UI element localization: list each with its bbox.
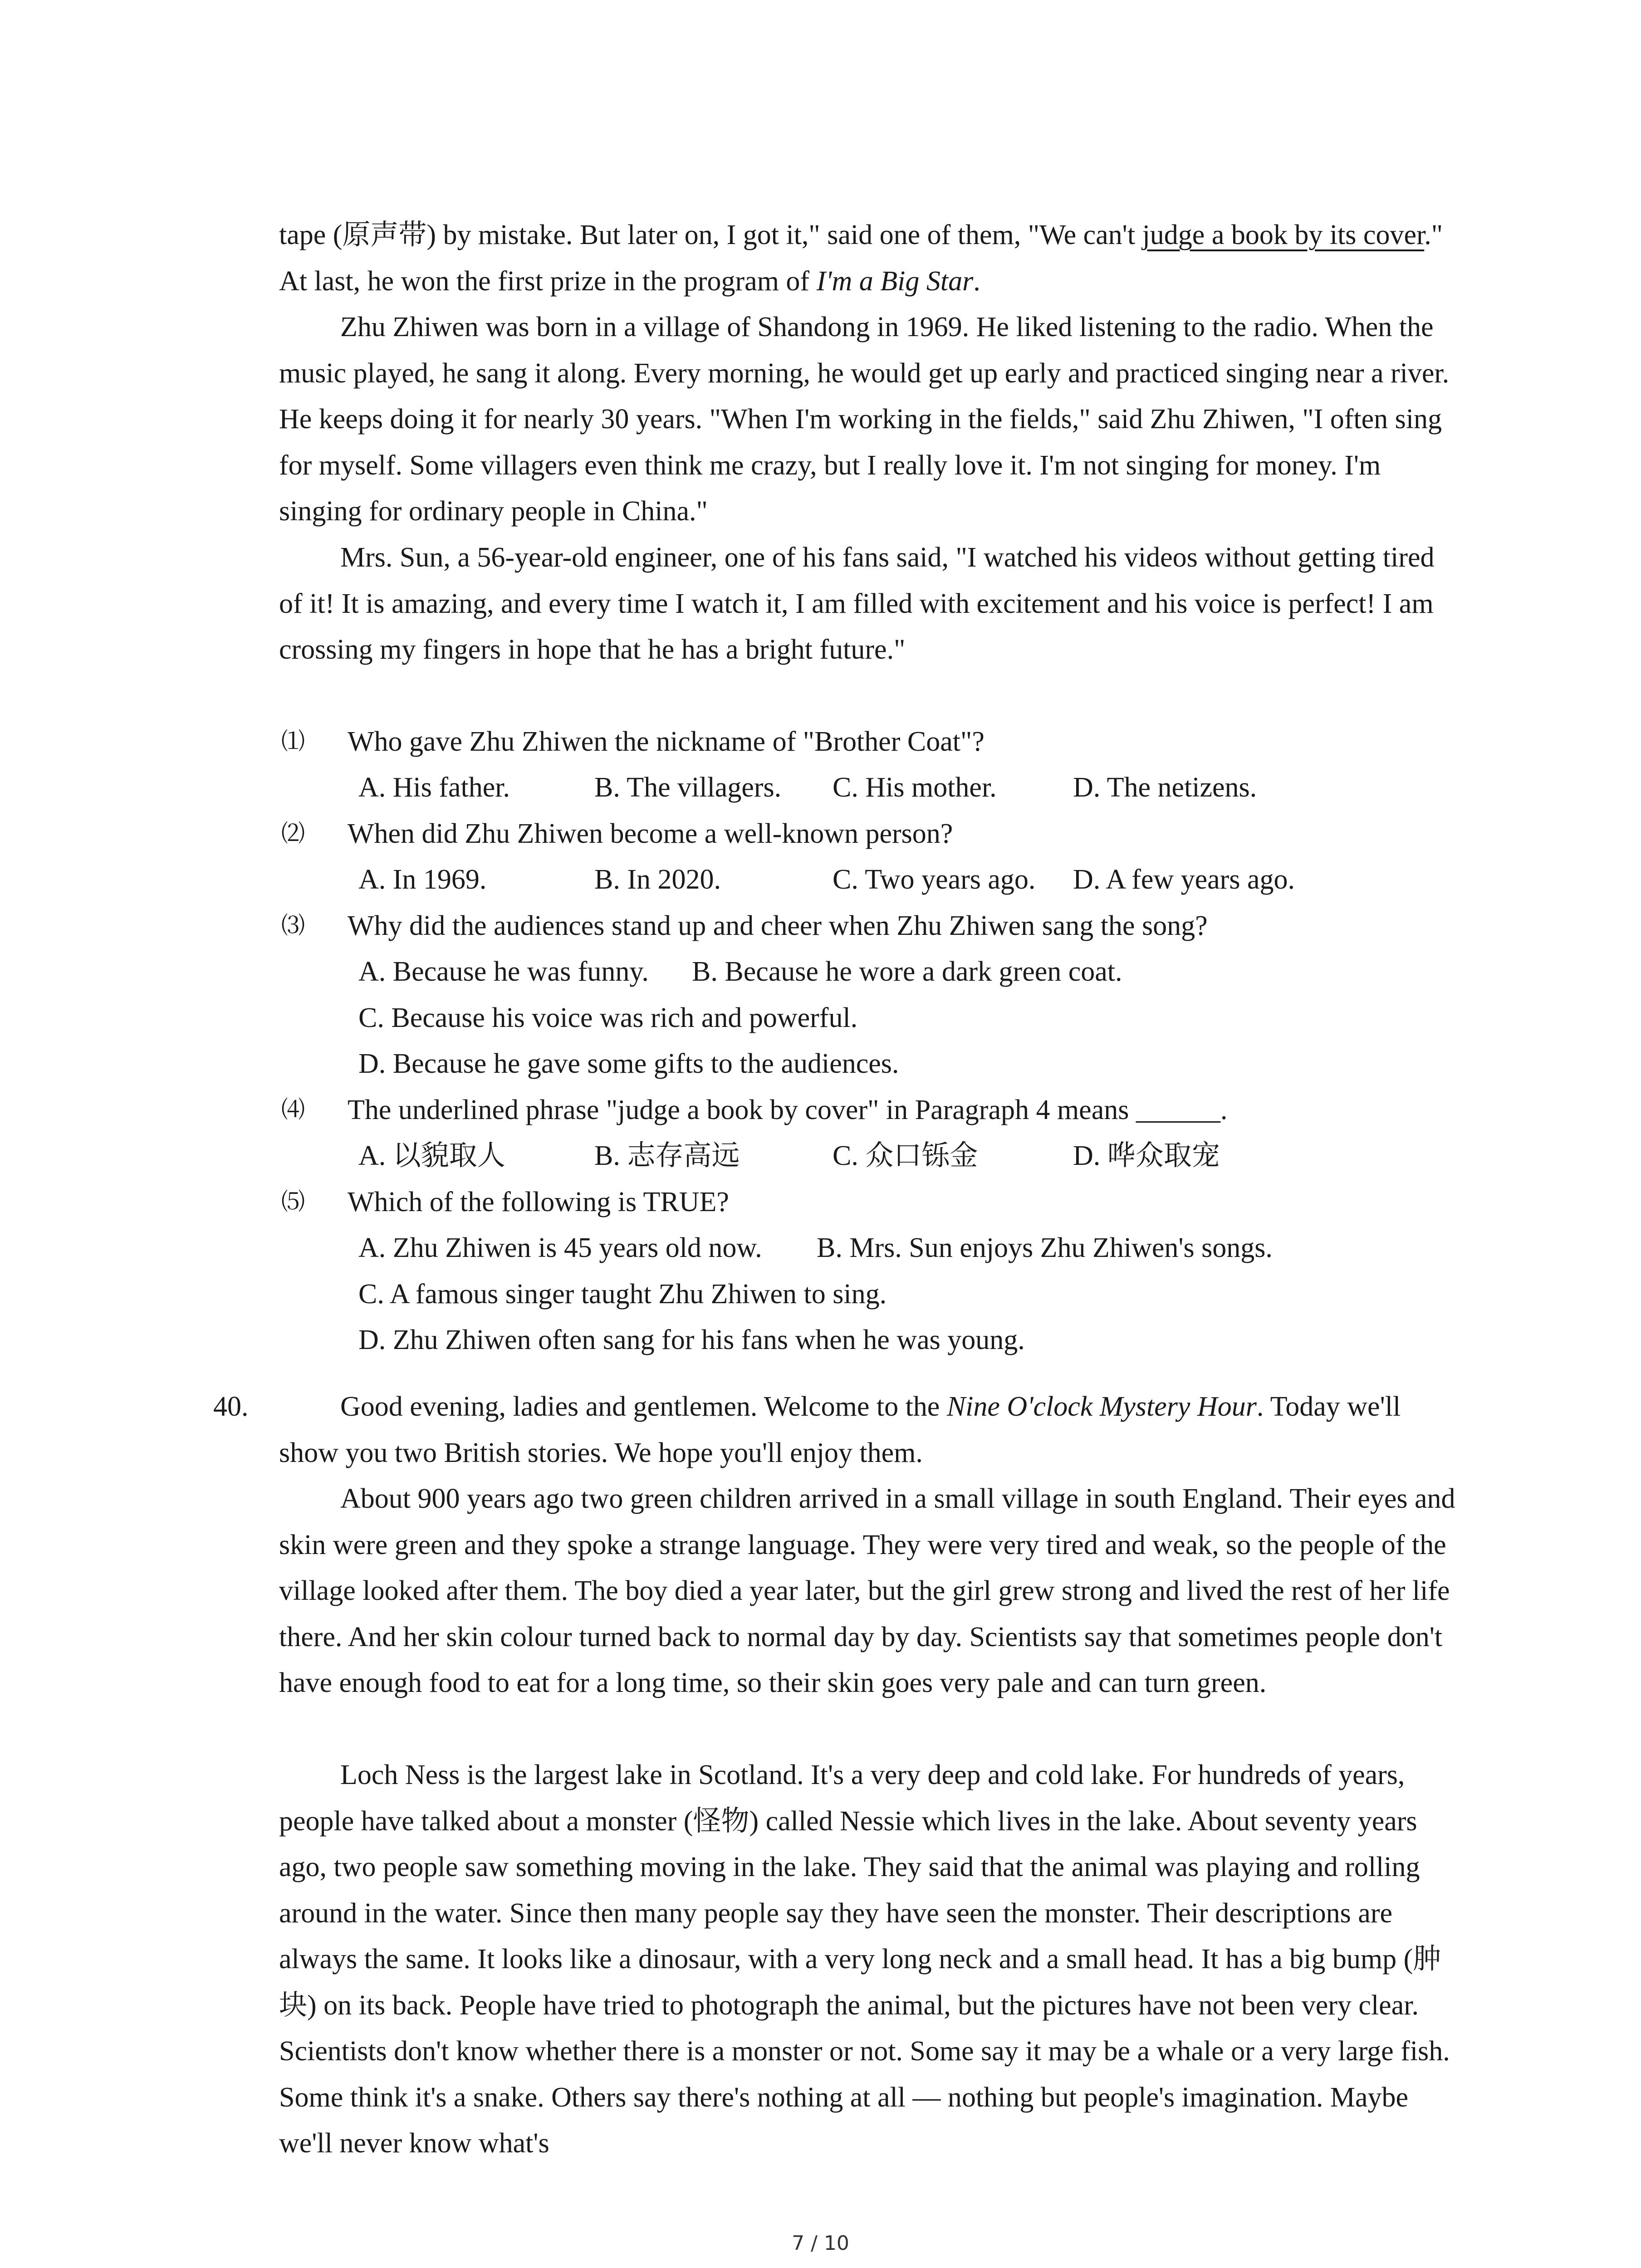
para1-text: tape (原声带) by mistake. But later on, I got it," said one of them, "We can't (279, 220, 1142, 250)
paragraph-2: Zhu Zhiwen was born in a village of Shandong in 1969. He liked listening to the radio. When the music played, he sang it along. Every morning, he would get up early and practiced singing near a river. He keeps doing it for nearly 30 years. "When I'm working in the fields," said Zhu Zhiwen, "I often sing for myself. Some villagers even think me crazy, but I really love it. I'm not singing for money. I'm singing for ordinary people in China." (279, 312, 1450, 527)
question-40-paragraph-2: About 900 years ago two green children arrived in a small village in south England. Their eyes and skin were green and they spoke a strange language. They were very tired and weak, so the people of the village looked after them. The boy died a year later, but the girl grew strong and lived the rest of her life there. And her skin colour turned back to normal day by day. Scientists say that sometimes people don't have enough food to eat for a long time, so their skin goes very pale and can turn green. (279, 1483, 1455, 1698)
question-1-option-c: C. His mother. (833, 772, 997, 803)
question-5-option-d: D. Zhu Zhiwen often sang for his fans when he was young. (358, 1325, 1025, 1355)
para1-text-cont: ." At last, he won the first prize in the program of (279, 220, 1443, 297)
question-3-option-d: D. Because he gave some gifts to the audiences. (358, 1048, 899, 1079)
question-5-text: Which of the following is TRUE? (348, 1187, 729, 1217)
question-4-option-c: C. 众口铄金 (833, 1140, 978, 1171)
question-4-option-d: D. 哗众取宠 (1073, 1140, 1220, 1171)
program-title: I'm a Big Star (816, 265, 974, 297)
question-3-option-a: A. Because he was funny. (358, 956, 649, 987)
underlined-phrase: judge a book by its cover (1142, 220, 1425, 250)
intro-text: Good evening, ladies and gentlemen. Welcome to the (340, 1391, 947, 1422)
question-1-option-b: B. The villagers. (594, 772, 782, 803)
question-2-number: ⑵ (281, 821, 305, 847)
question-1-option-a: A. His father. (358, 772, 510, 803)
question-2-text: When did Zhu Zhiwen become a well-known person? (348, 818, 953, 849)
question-1-option-d: D. The netizens. (1073, 772, 1257, 803)
question-2-option-c: C. Two years ago. (833, 864, 1036, 895)
question-3-text: Why did the audiences stand up and cheer when Zhu Zhiwen sang the song? (348, 910, 1208, 941)
question-3-option-c: C. Because his voice was rich and powerful. (358, 1002, 858, 1033)
question-5-option-a: A. Zhu Zhiwen is 45 years old now. (358, 1232, 762, 1263)
question-5-option-b: B. Mrs. Sun enjoys Zhu Zhiwen's songs. (817, 1232, 1273, 1263)
question-5-option-c: C. A famous singer taught Zhu Zhiwen to sing. (358, 1279, 887, 1310)
question-5-number: ⑸ (281, 1189, 305, 1215)
question-3-number: ⑶ (281, 913, 305, 939)
paragraph-3: Mrs. Sun, a 56-year-old engineer, one of his fans said, "I watched his videos without getting tired of it! It is amazing, and every time I watch it, I am filled with excitement and his voice is perfect! I am crossing my fingers in hope that he has a bright future." (279, 542, 1435, 665)
paragraph-1 (279, 212, 1459, 304)
question-4-option-b: B. 志存高远 (594, 1140, 740, 1171)
question-3-option-b: B. Because he wore a dark green coat. (692, 956, 1122, 987)
question-4-option-a: A. 以貌取人 (358, 1140, 505, 1171)
question-4-number: ⑷ (281, 1097, 305, 1123)
question-1-text: Who gave Zhu Zhiwen the nickname of "Brother Coat"? (348, 726, 985, 757)
question-40-paragraph-3: Loch Ness is the largest lake in Scotland. It's a very deep and cold lake. For hundreds of years, people have talked about a monster (怪物) called Nessie which lives in the lake. About seventy years ago, two people saw something moving in the lake. They said that the animal was playing and rolling around in the water. Since then many people say they have seen the monster. Their descriptions are always the same. It looks like a dinosaur, with a very long neck and a small head. It has a big bump (肿块) on its back. People have tried to photograph the animal, but the pictures have not been very clear. Scientists don't know whether there is a monster or not. Some say it may be a whale or a very large fish. Some think it's a snake. Others say there's nothing at all — nothing but people's imagination. Maybe we'll never know what's (279, 1760, 1450, 2159)
para1-end: . (973, 265, 980, 297)
show-title: Nine O'clock Mystery Hour (946, 1391, 1257, 1422)
question-4-text: The underlined phrase "judge a book by cover" in Paragraph 4 means ______. (348, 1095, 1228, 1125)
page-number: 7 / 10 (792, 2232, 849, 2255)
question-1-number: ⑴ (281, 729, 305, 755)
question-40-intro (279, 1384, 1459, 1476)
question-2-option-a: A. In 1969. (358, 864, 487, 895)
question-40-number: 40. (213, 1391, 249, 1422)
question-2-option-b: B. In 2020. (594, 864, 721, 895)
question-2-option-d: D. A few years ago. (1073, 864, 1295, 895)
intro-text-cont: . Today we'll show you two British stories. We hope you'll enjoy them. (279, 1391, 1401, 1468)
